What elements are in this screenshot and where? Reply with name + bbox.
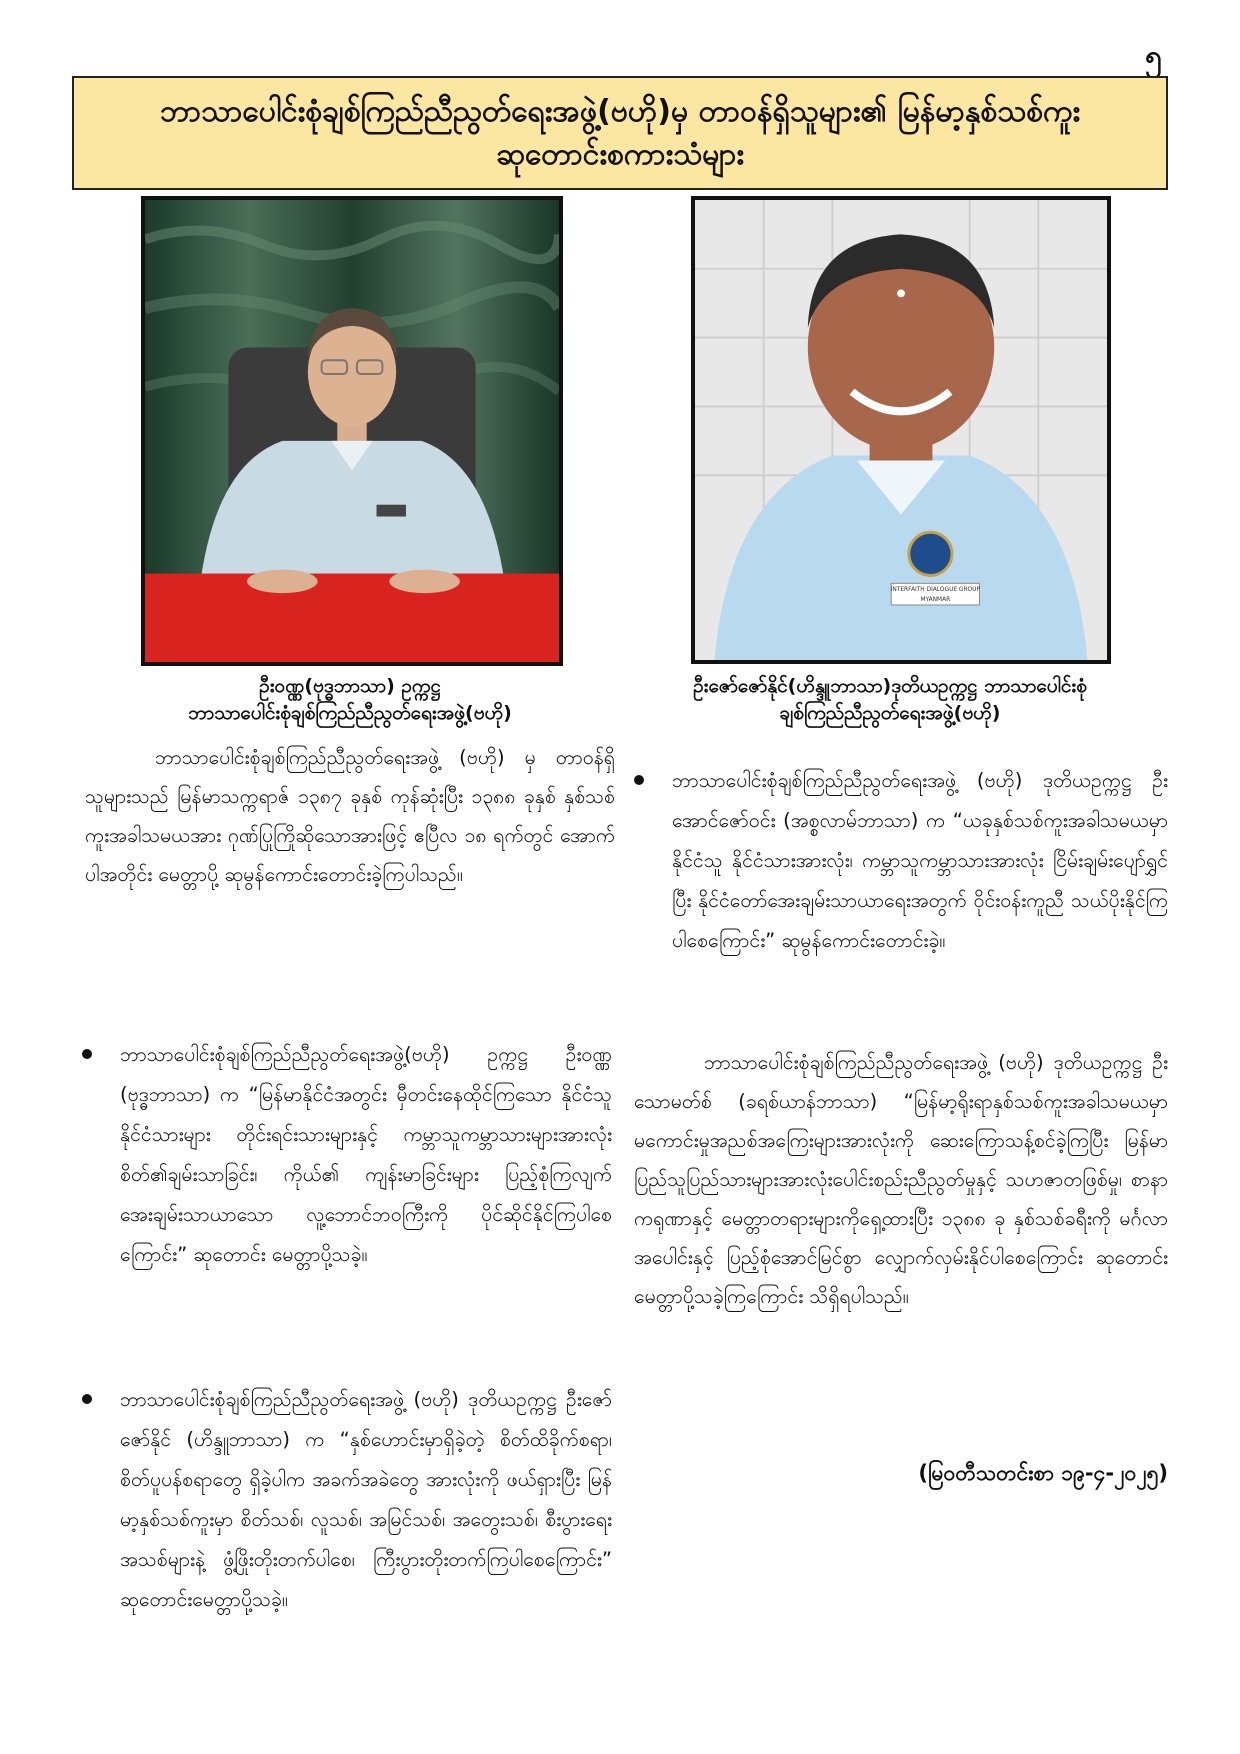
headline-box <box>72 76 1168 190</box>
bullet-item-vice-chairman-islam <box>634 761 1168 961</box>
bullet-item-chairman <box>82 1035 612 1275</box>
headline-line-2: ဆုတောင်းစကားသံများ <box>495 137 745 172</box>
caption-left <box>110 673 590 726</box>
headline-line-1: ဘာသာပေါင်းစုံချစ်ကြည်ညီညွတ်ရေးအဖွဲ့(ဗဟို)မှ တာဝန်ရှိသူများ၏ မြန်မာ့နှစ်သစ်ကူး <box>159 93 1081 129</box>
page-number: ၅ <box>1145 39 1162 74</box>
bullet-item-vice-chairman-hindu <box>82 1380 612 1620</box>
bullet-text: ဘာသာပေါင်းစုံချစ်ကြည်ညီညွတ်ရေးအဖွဲ့(ဗဟို) ဥက္ကဋ္ဌ ဦးဝဏ္ဏ (ဗုဒ္ဓဘာသာ) က “မြန်မာနိုင်ငံအတွင်း မှီတင်းနေထိုင်ကြသော နိုင်ငံသူနိုင်ငံသားများ တိုင်းရင်းသားများနှင့် ကမ္ဘာသူကမ္ဘာသားများအားလုံး စိတ်၏ချမ်းသာခြင်း၊ ကိုယ်၏ ကျန်းမာခြင်းများ ပြည့်စုံကြလျက် အေးချမ်းသာယာသော လူ့ဘောင်ဘဝကြီးကို ပိုင်ဆိုင်နိုင်ကြပါစေကြောင်း” ဆုတောင်း မေတ္တာပို့သခဲ့။ <box>120 1043 612 1266</box>
caption-left-line-2: ဘာသာပေါင်းစုံချစ်ကြည်ညီညွတ်ရေးအဖွဲ့(ဗဟို) <box>188 701 512 724</box>
bullet-icon <box>82 1049 92 1059</box>
photo-vice-chairman <box>691 196 1111 664</box>
intro-paragraph: ဘာသာပေါင်းစုံချစ်ကြည်ညီညွတ်ရေးအဖွဲ့ (ဗဟို) မှ တာဝန်ရှိသူများသည် မြန်မာသက္ကရာဇ် ၁၃၈၇ ခုနှစ် ကုန်ဆုံးပြီး ၁၃၈၈ ခုနှစ် နှစ်သစ်ကူးအခါသမယအား ဂုဏ်ပြုကြိုဆိုသောအားဖြင့် ဧပြီလ ၁၈ ရက်တွင် အောက်ပါအတိုင်း မေတ္တာပို့ ဆုမွန်ကောင်းတောင်းခဲ့ကြပါသည်။ <box>85 746 615 886</box>
badge-text-line-1: INTERFAITH DIALOGUE GROUP <box>890 587 981 594</box>
caption-right-line-1: ဦးဇော်ဇော်နိုင်(ဟိန္ဒူဘာသာ)ဒုတိယဥက္ကဋ္ဌ ဘာသာပေါင်းစုံ <box>693 675 1087 697</box>
caption-left-line-1: ဦးဝဏ္ဏ(ဗုဒ္ဓဘာသာ) ဥက္ကဋ္ဌ <box>259 675 441 697</box>
caption-right <box>630 673 1150 726</box>
source-credit: (မြဝတီသတင်းစာ ၁၉-၄-၂၀၂၅) <box>918 1461 1168 1485</box>
bullet-text: ဘာသာပေါင်းစုံချစ်ကြည်ညီညွတ်ရေးအဖွဲ့ (ဗဟို) ဒုတိယဥက္ကဋ္ဌ ဦးဇော်ဇော်နိုင် (ဟိန္ဒူဘာသာ) က “နှစ်ဟောင်းမှာရှိခဲ့တဲ့ စိတ်ထိခိုက်စရာ၊ စိတ်ပူပန်စရာတွေ ရှိခဲ့ပါက အခက်အခဲတွေ အားလုံးကို ဖယ်ရှားပြီး မြန်မာ့နှစ်သစ်ကူးမှာ စိတ်သစ်၊ လူသစ်၊ အမြင်သစ်၊ အတွေးသစ်၊ စီးပွားရေးအသစ်များနဲ့ ဖွံ့ဖြိုးတိုးတက်ပါစေ၊ ကြီးပွားတိုးတက်ကြပါစေကြောင်း” ဆုတောင်းမေတ္တာပို့သခဲ့။ <box>120 1388 612 1611</box>
photo-chairman <box>141 196 563 666</box>
caption-right-line-2: ချစ်ကြည်ညီညွတ်ရေးအဖွဲ့(ဗဟို) <box>779 701 1001 724</box>
closing-paragraph: ဘာသာပေါင်းစုံချစ်ကြည်ညီညွတ်ရေးအဖွဲ့ (ဗဟို) ဒုတိယဥက္ကဋ္ဌ ဦးသောမတ်စ် (ခရစ်ယာန်ဘာသာ) “မြန်မာ့ရိုးရာနှစ်သစ်ကူးအခါသမယမှာ မကောင်းမှုအညစ်အကြေးများအားလုံးကို ဆေးကြောသန့်စင်ခဲ့ကြပြီး မြန်မာပြည်သူပြည်သားများအားလုံးပေါင်းစည်းညီညွတ်မှုနှင့် သဟဇာတဖြစ်မှု၊ စာနာကရုဏာနှင့် မေတ္တာတရားများကိုရှေ့ထားပြီး ၁၃၈၈ ခု နှစ်သစ်ခရီးကို မင်္ဂလာအပေါင်းနှင့် ပြည့်စုံအောင်မြင်စွာ လျှောက်လှမ်းနိုင်ပါစေကြောင်း ဆုတောင်းမေတ္တာပို့သခဲ့ကြကြောင်း သိရှိရပါသည်။ <box>634 1051 1168 1308</box>
bullet-icon <box>634 775 644 785</box>
bullet-text: ဘာသာပေါင်းစုံချစ်ကြည်ညီညွတ်ရေးအဖွဲ့ (ဗဟို) ဒုတိယဥက္ကဋ္ဌ ဦးအောင်ဇော်ဝင်း (အစ္စလာမ်ဘာသာ) က “ယခုနှစ်သစ်ကူးအခါသမယမှာ နိုင်ငံသူ နိုင်ငံသားအားလုံး၊ ကမ္ဘာသူကမ္ဘာသားအားလုံး ငြိမ်းချမ်းပျော်ရွှင်ပြီး နိုင်ငံတော်အေးချမ်းသာယာရေးအတွက် ဝိုင်းဝန်းကူညီ သယ်ပိုးနိုင်ကြပါစေကြောင်း” ဆုမွန်ကောင်းတောင်းခဲ့။ <box>672 769 1168 952</box>
badge-text-line-2: MYANMAR <box>920 597 951 604</box>
bullet-icon <box>82 1394 92 1404</box>
